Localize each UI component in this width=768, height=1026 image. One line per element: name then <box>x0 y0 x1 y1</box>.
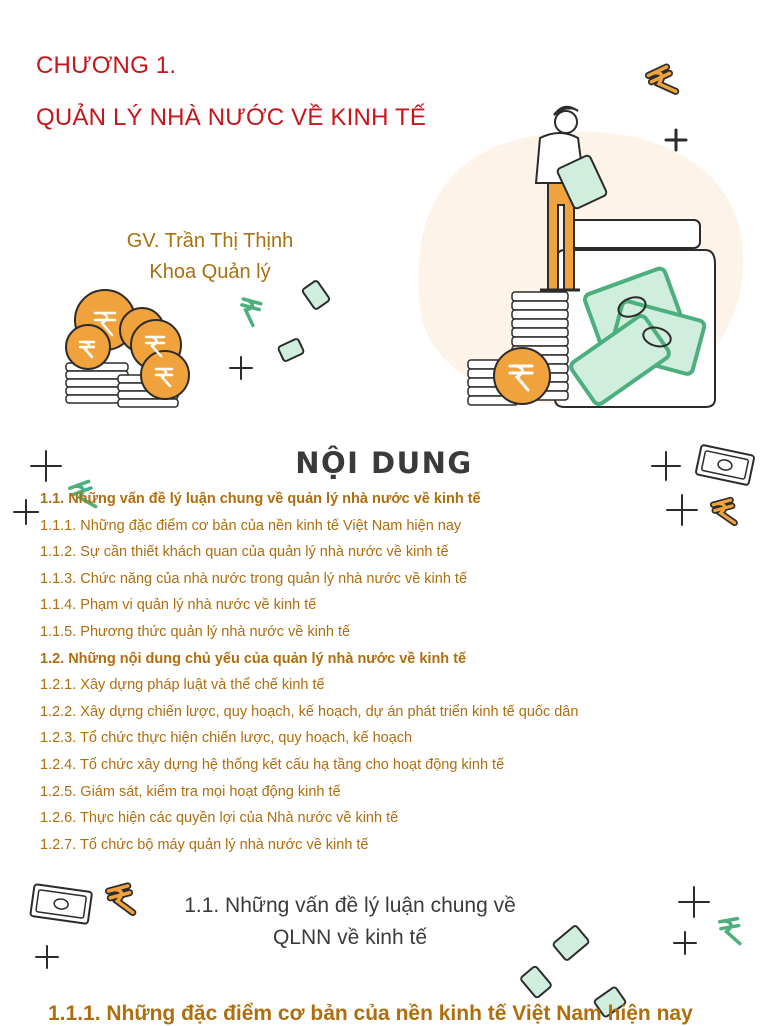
banknote-icon <box>548 920 594 966</box>
toc-subsection-item: 1.1.1. Những đặc điểm cơ bản của nền kinh tế Việt Nam hiện nay <box>40 517 462 534</box>
section-title-line-1: 1.1. Những vấn đề lý luận chung về <box>184 894 516 917</box>
toc-subsection-item: 1.2.2. Xây dựng chiến lược, quy hoạch, kế hoạch, dự án phát triển kinh tế quốc dân <box>40 703 579 720</box>
plus-icon <box>672 930 698 956</box>
toc-subsection-item: 1.2.6. Thực hiện các quyền lợi của Nhà nước về kinh tế <box>40 810 399 827</box>
plus-icon <box>12 498 40 526</box>
section-title-line-2: QLNN về kinh tế <box>272 926 428 949</box>
toc-subsection-item: 1.2.4. Tổ chức xây dựng hệ thống kết cấu hạ tầng cho hoạt động kinh tế <box>40 756 505 773</box>
toc-subsection-item: 1.2.3. Tổ chức thực hiện chiến lược, quy hoạch, kế hoạch <box>40 730 413 747</box>
coin-pile-illustration <box>60 285 200 410</box>
toc-subsection-item: 1.1.2. Sự cần thiết khách quan của quản lý nhà nước về kinh tế <box>40 544 449 561</box>
subsection-title: 1.1.1. Những đặc điểm cơ bản của nền kinh tế Việt Nam hiện nay <box>48 1002 693 1025</box>
rupee-icon <box>104 882 140 924</box>
toc-subsection-item: 1.2.1. Xây dựng pháp luật và thể chế kinh tế <box>40 677 325 694</box>
banknote-icon <box>275 336 307 366</box>
toc-subsection-item: 1.2.5. Giám sát, kiểm tra mọi hoạt động kinh tế <box>40 783 341 800</box>
rupee-icon <box>643 62 683 104</box>
chapter-number: CHƯƠNG 1. <box>36 52 177 79</box>
toc-section-item: 1.2. Những nội dung chủ yếu của quản lý nhà nước về kinh tế <box>40 650 467 667</box>
banknote-icon <box>26 880 96 930</box>
plus-icon <box>676 884 712 920</box>
plus-icon <box>34 944 60 970</box>
plus-icon <box>664 128 688 152</box>
toc-subsection-item: 1.1.5. Phương thức quản lý nhà nước về kinh tế <box>40 623 351 640</box>
rupee-icon <box>714 914 748 954</box>
rupee-icon <box>232 295 266 331</box>
lecturer-name: GV. Trần Thị Thịnh <box>126 230 294 252</box>
money-jar-illustration <box>400 60 750 410</box>
toc-heading: NỘI DUNG <box>295 446 473 480</box>
plus-icon <box>228 355 254 381</box>
banknote-icon <box>516 962 556 1002</box>
toc-subsection-item: 1.1.4. Phạm vi quản lý nhà nước về kinh tế <box>40 597 317 614</box>
banknote-icon <box>298 278 334 314</box>
chapter-title: QUẢN LÝ NHÀ NƯỚC VỀ KINH TẾ <box>36 104 427 131</box>
lecturer-department: Khoa Quản lý <box>149 261 271 283</box>
toc-list <box>40 488 680 860</box>
rupee-icon <box>708 496 742 532</box>
section-title <box>150 890 550 954</box>
toc-subsection-item: 1.1.3. Chức năng của nhà nước trong quản lý nhà nước về kinh tế <box>40 570 468 587</box>
toc-section-item: 1.1. Những vấn đề lý luận chung về quản lý nhà nước về kinh tế <box>40 491 481 507</box>
toc-subsection-item: 1.2.7. Tổ chức bộ máy quản lý nhà nước về kinh tế <box>40 836 369 853</box>
